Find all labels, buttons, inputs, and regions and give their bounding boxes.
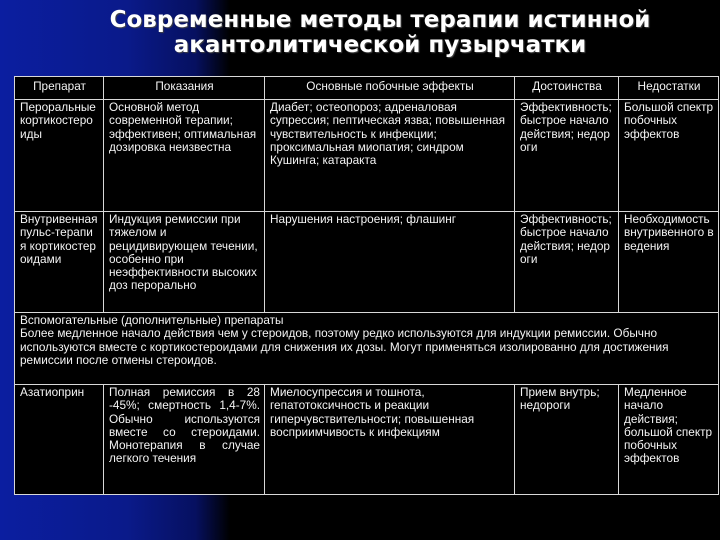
header-side-effects: Основные побочные эффекты [265,77,515,100]
cell-disadvantages: Большой спектр побочных эффектов [619,100,719,212]
title-line-2: акантолитической пузырчатки [173,32,587,58]
slide-title [60,8,700,58]
cell-advantages: Эффективность; быстрое начало действия; недороги [515,212,619,313]
therapy-table [14,76,719,495]
header-drug: Препарат [15,77,104,100]
auxiliary-heading: Вспомогательные (дополнительные) препараты [20,313,284,328]
cell-disadvantages: Необходимость внутривенного введения [619,212,719,313]
cell-advantages: Прием внутрь; недороги [515,385,619,495]
header-disadvantages: Недостатки [619,77,719,100]
therapy-table-container [14,76,718,495]
table-header-row [15,77,719,100]
cell-drug: Азатиоприн [15,385,104,495]
cell-indications: Индукция ремиссии при тяжелом и рецидивирующем течении, особенно при неэффективности высоких доз перорально [104,212,265,313]
cell-indications: Полная ремиссия в 28 -45%; смертность 1,4-7%. Обычно используются вместе со стероидами. Монотерапия в случае легкого течения [104,385,265,495]
cell-drug: Внутривенная пульс-терапия кортикостероидами [15,212,104,313]
cell-disadvantages: Медленное начало действия; большой спектр побочных эффектов [619,385,719,495]
table-row [15,100,719,212]
header-advantages: Достоинства [515,77,619,100]
table-row [15,385,719,495]
auxiliary-row [15,313,719,385]
cell-advantages: Эффективность; быстрое начало действия; недороги [515,100,619,212]
header-indications: Показания [104,77,265,100]
title-line-1: Современные методы терапии истинной [109,7,651,33]
cell-drug: Пероральные кортикостероиды [15,100,104,212]
auxiliary-cell [15,313,719,385]
table-row [15,212,719,313]
cell-side-effects: Миелосупрессия и тошнота, гепатотоксичность и реакции гиперчувствительности; повышенная восприимчивость к инфекциям [265,385,515,495]
cell-side-effects: Диабет; остеопороз; адреналовая супрессия; пептическая язва; повышенная чувствительность к инфекции; проксимальная миопатия; синдром Кушинга; катаракта [265,100,515,212]
cell-side-effects: Нарушения настроения; флашинг [265,212,515,313]
cell-indications: Основной метод современной терапии; эффективен; оптимальная дозировка неизвестна [104,100,265,212]
auxiliary-text: Более медленное начало действия чем у стероидов, поэтому редко используются для индукции ремиссии. Обычно используются вместе с кортикостероидами для снижения их дозы. Могут применяться изолированно для достижения ремиссии после отмены стероидов. [20,326,669,367]
